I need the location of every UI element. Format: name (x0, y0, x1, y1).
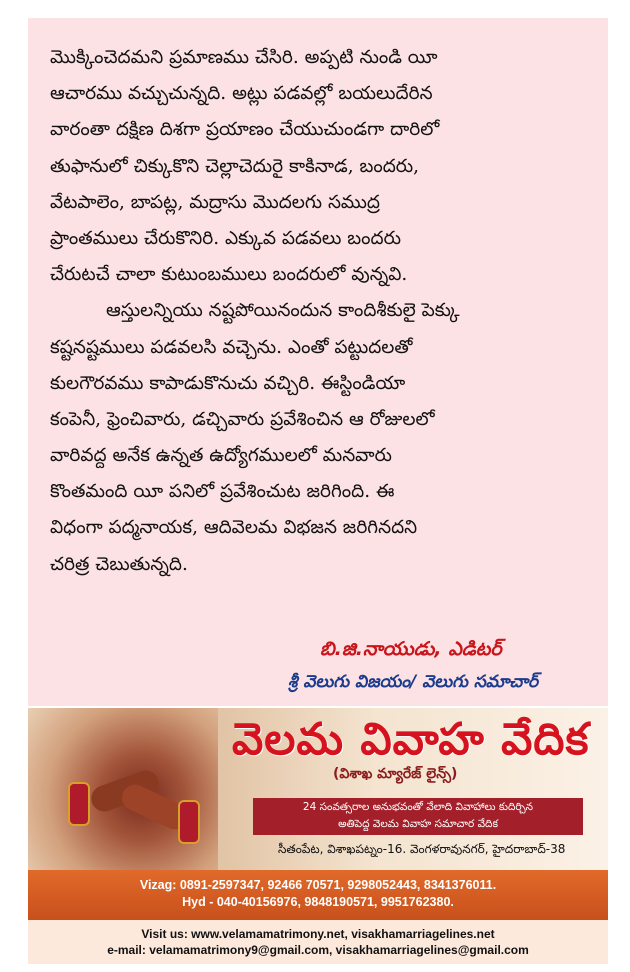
matrimony-advertisement (28, 708, 608, 870)
website-links[interactable]: Visit us: www.velamamatrimony.net, visakhamarriagelines.net (141, 927, 495, 941)
article-line: తుఫానులో చిక్కుకొని చెల్లాచెదురై కాకినాడ, బందరు, (50, 155, 420, 177)
article-line: కంపెనీ, ఫ్రెంచివారు, డచ్చివారు ప్రవేశించిన ఆ రోజులలో (50, 408, 435, 430)
wedding-hands-photo (28, 708, 218, 870)
article-panel (28, 18, 608, 706)
article-line: వారంతా దక్షిణ దిశగా ప్రయాణం చేయుచుండగా దారిలో (50, 119, 440, 141)
email-links[interactable]: e-mail: velamamatrimony9@gmail.com, visakhamarriagelines@gmail.com (107, 943, 529, 957)
article-line: ఆస్తులన్నియు నష్టపోయినందున కాందిశీకులై పెక్కు (106, 300, 460, 322)
article-line: వారివద్ద అనేక ఉన్నత ఉద్యోగములలో మనవారు (50, 445, 392, 467)
article-line: కులగౌరవము కాపాడుకొనుచు వచ్చిరి. ఈస్టిండియా (50, 372, 406, 394)
ad-title: వెలమ వివాహ వేదిక (232, 714, 590, 765)
article-line: విధంగా పద్మనాయక, ఆదివెలమ విభజన జరిగినదని (50, 517, 418, 539)
article-line: వేటపాలెం, బాపట్ల, మద్రాసు మొదలగు సముద్ర (50, 191, 380, 213)
article-line: చరిత్ర చెబుతున్నది. (50, 553, 188, 575)
bangle-shape (178, 800, 200, 844)
organization-name: శ్రీ వెలుగు విజయం/ వెలుగు సమాచార్ (288, 672, 539, 692)
ad-subtitle: (విశాఖ మ్యారేజ్ లైన్స్) (333, 766, 458, 782)
ad-tagline: అతిపెద్ద వెలమ వివాహ సమాచార వేదిక (338, 818, 498, 830)
contact-band (28, 920, 608, 964)
phone-band (28, 870, 608, 920)
article-line: మొక్కించెదమని ప్రమాణము చేసిరి. అప్పటి నుండి యీ (50, 47, 438, 68)
article-line: కొంతమంది యీ పనిలో ప్రవేశించుట జరిగింది. ఈ (50, 481, 395, 503)
ad-tagline-box (253, 798, 583, 835)
article-body (50, 40, 590, 583)
ad-address: సీతంపేట, విశాఖపట్నం-16. వెంగళరావునగర్, హైదరాబాద్-38 (278, 842, 566, 856)
phone-hyd: Hyd - 040-40156976, 9848190571, 9951762380. (182, 895, 454, 909)
article-line: ఆచారము వచ్చుచున్నది. అట్లు పడవల్లో బయలుదేరిన (50, 83, 433, 105)
editor-signature: బి.జి.నాయుడు, ఎడిటర్ (320, 638, 502, 660)
article-line: ప్రాంతములు చేరుకొనిరి. ఎక్కువ పడవలు బందరు (50, 227, 401, 249)
article-line: చేరుటచే చాలా కుటుంబములు బందరులో వున్నవి. (50, 264, 408, 286)
article-line: కష్టనష్టములు పడవలసి వచ్చెను. ఎంతో పట్టుదలతో (50, 336, 413, 358)
bangle-shape (68, 782, 90, 826)
phone-vizag: Vizag: 0891-2597347, 92466 70571, 9298052443, 8341376011. (139, 878, 497, 892)
ad-tagline: 24 సంవత్సరాల అనుభవంతో వేలాది వివాహాలు కుదిర్చిన (302, 801, 534, 813)
